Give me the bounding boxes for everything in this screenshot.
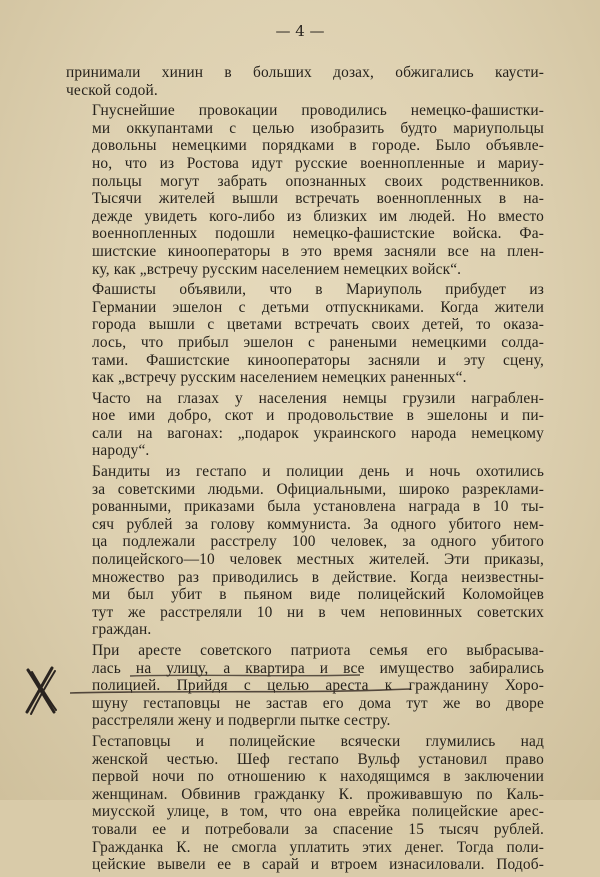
text-line: ми оккупантами с целью изобразить будто мариупольцы: [92, 119, 544, 137]
text-line: женщинам. Обвинив гражданку К. проживавшую по Каль-: [92, 785, 544, 803]
text-line: первой ночи по отношению к находящимся в заключении: [92, 768, 544, 786]
text-line: как „встречу русским населением немецких раненных“.: [92, 369, 467, 387]
text-line: дежде увидеть кого-либо из близких им людей. Но вместо: [92, 207, 544, 225]
text-line: но, что из Ростова идут русские военнопленные и мариу-: [92, 154, 544, 172]
text-line: рованными, приказами была установлена награда в 10 ты-: [92, 498, 544, 516]
text-line: лась на улицу, а квартира и все имущество забирались: [92, 659, 544, 677]
text-line: тут же расстреляли 10 ни в чем неповинных советских: [92, 603, 544, 621]
text-line: Гнуснейшие провокации проводились немецко-фашистки-: [92, 102, 544, 120]
text-line: сали на вагонах: „подарок украинского народа немецкому: [92, 424, 544, 442]
paragraph: [66, 642, 544, 730]
paragraph: [66, 64, 544, 99]
text-line: Бандиты из гестапо и полиции день и ночь охотились: [92, 463, 544, 481]
text-line: польцы могут забрать опознанных своих родственников.: [92, 172, 544, 190]
paragraph: [66, 390, 544, 460]
text-line: сяч рублей за голову коммуниста. За одного убитого нем-: [92, 515, 544, 533]
text-line: Гражданка К. не смогла уплатить этих денег. Тогда поли-: [92, 838, 544, 856]
text-line: женской честью. Шеф гестапо Вульф установил право: [92, 750, 544, 768]
text-line: военнопленных подошли немецко-фашистские войска. Фа-: [92, 225, 544, 243]
text-line: миусской улице, в том, что она еврейка полицейские арес-: [92, 803, 544, 821]
text-line: расстреляли жену и подвергли пытке сестру.: [92, 712, 391, 730]
text-line: города вышли с цветами встречать своих детей, то оказа-: [92, 316, 544, 334]
text-line: тами. Фашистские кинооператоры засняли и эту сцену,: [92, 351, 544, 369]
text-line: ку, как „встречу русским населением немецких войск“.: [92, 260, 462, 278]
text-line: народу“.: [92, 442, 150, 460]
text-line: полицейского—10 человек местных жителей. Эти приказы,: [92, 551, 544, 569]
paragraph: [66, 463, 544, 639]
text-line: граждан.: [92, 621, 152, 639]
handwritten-x-mark: [22, 662, 60, 718]
text-line: лось, что прибыл эшелон с ранеными немецкими солда-: [92, 333, 544, 351]
text-line: Германии эшелон с детьми отпускниками. Когда жители: [92, 298, 544, 316]
text-line: ца подлежали расстрелу 100 человек, за одного убитого: [92, 533, 544, 551]
text-line: цейские вывели ее в сарай и втроем изнасиловали. Подоб-: [92, 856, 544, 874]
paragraph: [66, 733, 544, 874]
text-line: шуну гестаповцы не застав его дома тут же во дворе: [92, 694, 544, 712]
text-line: довольны немецкими порядками в городе. Было объявле-: [92, 137, 544, 155]
text-line: ное ими добро, скот и продовольствие в эшелоны и пи-: [92, 407, 544, 425]
text-line: Гестаповцы и полицейские всячески глумились над: [92, 732, 544, 750]
text-line: полицией. Прийдя с целью ареста к гражданину Хоро-: [92, 677, 544, 695]
text-line: При аресте советского патриота семья его выбрасыва-: [92, 642, 544, 659]
paragraph: [66, 281, 544, 387]
text-line: товали ее и потребовали за спасение 15 тысяч рублей.: [92, 820, 544, 838]
text-line: ческой содой.: [66, 81, 158, 99]
text-line: ми был убит в пьяном виде полицейский Коломойцев: [92, 586, 544, 604]
body-text: [66, 64, 544, 877]
text-line: за советскими людьми. Официальными, широко разреклами-: [92, 480, 544, 498]
text-line: Часто на глазах у населения немцы грузили награблен-: [92, 389, 544, 407]
text-line: Фашисты объявили, что в Мариуполь прибудет из: [92, 281, 544, 299]
paragraph: [66, 102, 544, 278]
text-line: множество раз приводились в действие. Когда неизвестны-: [92, 568, 544, 586]
page-number: — 4 —: [275, 22, 325, 40]
text-line: Тысячи жителей вышли встречать военнопленных в на-: [92, 190, 544, 208]
text-line: шистские кинооператоры в это время засняли все на плен-: [92, 242, 544, 260]
text-line: принимали хинин в больших дозах, обжигались каусти-: [66, 64, 544, 81]
